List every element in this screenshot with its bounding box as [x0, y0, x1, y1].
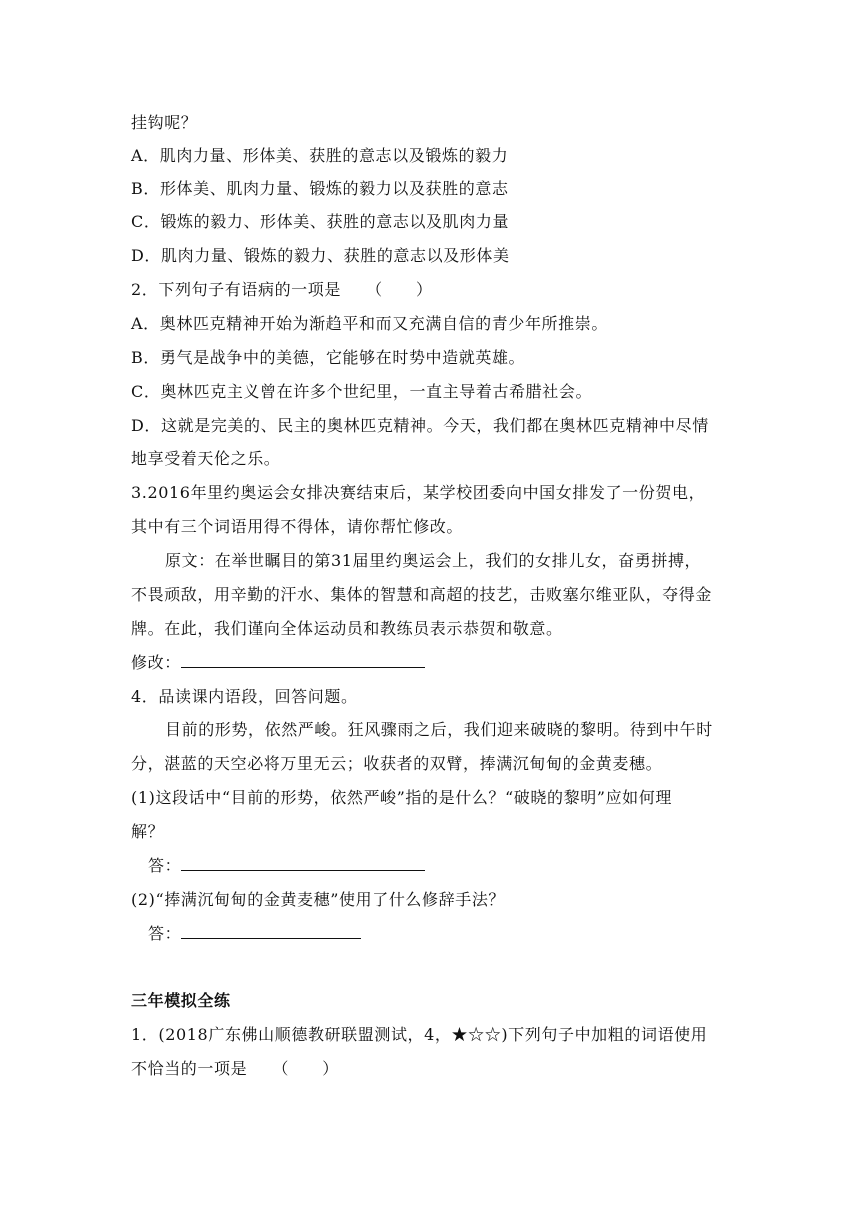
question-1: 1．(2018广东佛山顺德教研联盟测试，4，★☆☆)下列句子中加粗的词语使用 — [131, 1025, 708, 1044]
answer-line — [148, 923, 753, 945]
option-c: C．奥林匹克主义曾在许多个世纪里，一直主导着古希腊社会。 — [131, 382, 593, 401]
passage-text: 目前的形势，依然严峻。狂风骤雨之后，我们迎来破晓的黎明。待到中午时 — [165, 720, 713, 739]
answer-line — [148, 855, 753, 877]
sub-question-1: (1)这段话中“目前的形势，依然严峻”指的是什么？“破晓的黎明”应如何理 — [131, 788, 672, 807]
text-line: 不畏顽敌，用辛勤的汗水、集体的智慧和高超的技艺，击败塞尔维亚队，夺得金 — [131, 585, 713, 604]
question-2: 2．下列句子有语病的一项是 （ ） — [131, 280, 433, 299]
original-text: 原文：在举世瞩目的第31届里约奥运会上，我们的女排儿女，奋勇拼搏， — [165, 551, 702, 570]
section-title: 三年模拟全练 — [131, 991, 231, 1010]
text-line: 地享受着天伦之乐。 — [131, 449, 281, 468]
question-3: 3.2016年里约奥运会女排决赛结束后，某学校团委向中国女排发了一份贺电， — [131, 483, 706, 502]
answer-label: 答： — [148, 924, 182, 943]
answer-label: 答： — [148, 856, 182, 875]
text-line: 挂钩呢？ — [131, 113, 198, 132]
text-line: 其中有三个词语用得不得体，请你帮忙修改。 — [131, 517, 464, 536]
option-a: A．肌肉力量、形体美、获胜的意志以及锻炼的毅力 — [131, 146, 509, 165]
option-d: D．这就是完美的、民主的奥林匹克精神。今天，我们都在奥林匹克精神中尽情 — [131, 416, 709, 435]
text-line: 不恰当的一项是 （ ） — [131, 1059, 339, 1078]
answer-blank[interactable] — [181, 856, 425, 871]
answer-blank[interactable] — [181, 924, 361, 939]
passage-text: 分，湛蓝的天空必将万里无云；收获者的双臂，捧满沉甸甸的金黄麦穗。 — [131, 754, 663, 773]
revision-line — [131, 652, 736, 674]
option-a: A．奥林匹克精神开始为渐趋平和而又充满自信的青少年所推崇。 — [131, 314, 608, 333]
option-b: B．形体美、肌肉力量、锻炼的毅力以及获胜的意志 — [131, 179, 509, 198]
question-4: 4．品读课内语段，回答问题。 — [131, 687, 358, 706]
sub-question-2: (2)“捧满沉甸甸的金黄麦穗”使用了什么修辞手法？ — [131, 890, 506, 909]
text-line: 牌。在此，我们谨向全体运动员和教练员表示恭贺和敬意。 — [131, 619, 563, 638]
revision-blank[interactable] — [181, 653, 425, 668]
option-d: D．肌肉力量、锻炼的毅力、获胜的意志以及形体美 — [131, 246, 510, 265]
option-c: C．锻炼的毅力、形体美、获胜的意志以及肌肉力量 — [131, 212, 510, 231]
text-line: 解？ — [131, 822, 165, 841]
revision-label: 修改： — [131, 653, 181, 672]
option-b: B．勇气是战争中的美德，它能够在时势中造就英雄。 — [131, 348, 526, 367]
